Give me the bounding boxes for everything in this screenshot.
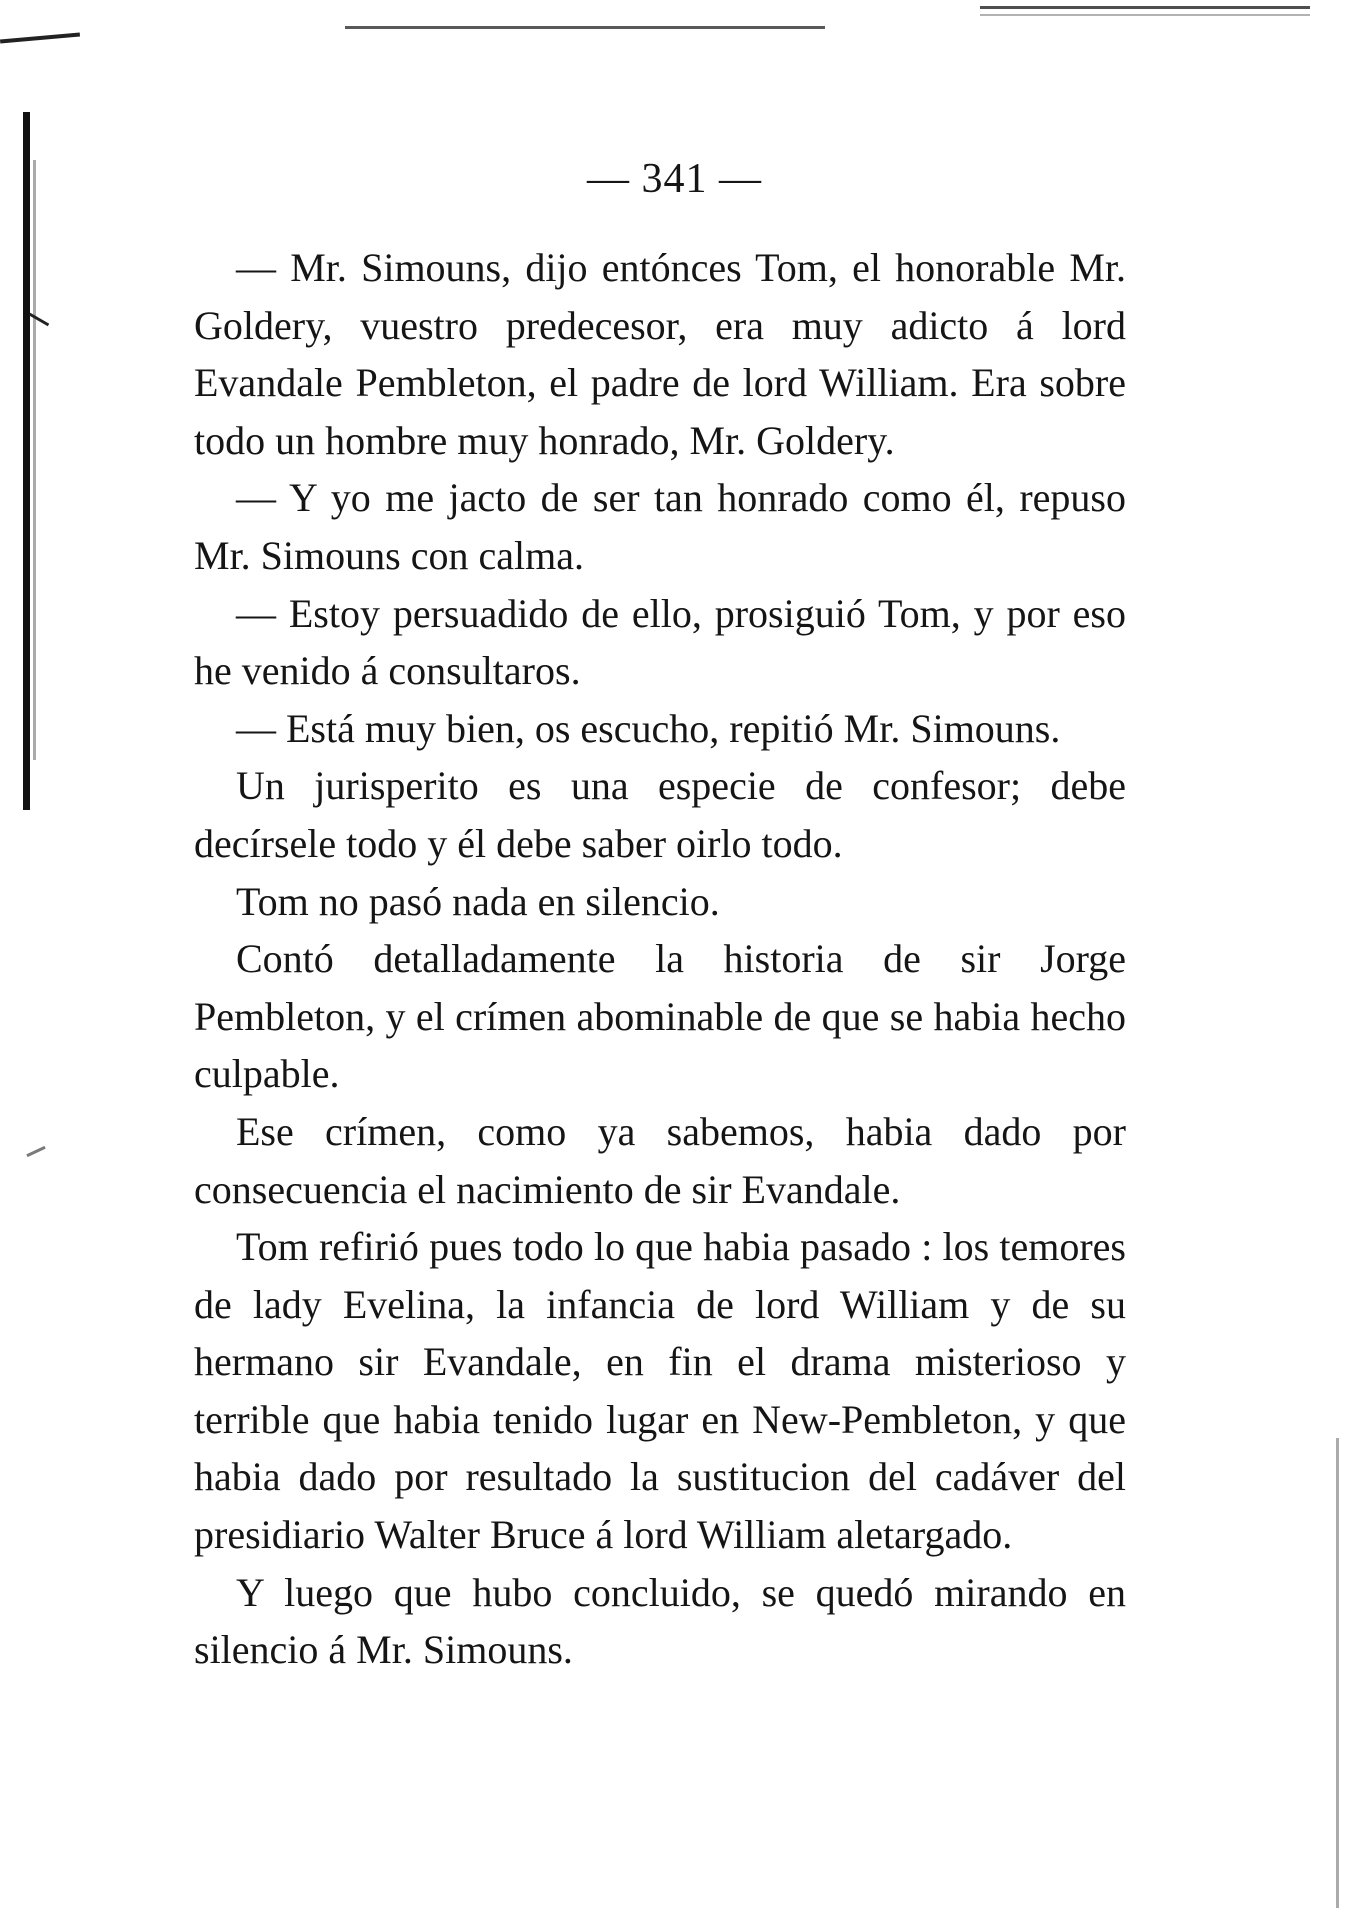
paragraph: — Estoy persuadido de ello, prosiguió Tom, y por eso he venido á consultaros.	[194, 590, 1126, 694]
paragraph: — Está muy bien, os escucho, repitió Mr. Simouns.	[236, 705, 1061, 751]
scan-artifact-mark	[29, 313, 50, 327]
paragraph: — Y yo me jacto de ser tan honrado como él, repuso Mr. Simouns con calma.	[194, 475, 1126, 578]
paragraph: Tom no pasó nada en silencio.	[236, 878, 720, 924]
scan-artifact-top-right-rule-faint	[980, 14, 1310, 16]
paragraph: Contó detalladamente la historia de sir Jorge Pembleton, y el crímen abominable de que se habia hecho culpable.	[194, 936, 1126, 1097]
scan-artifact-top-right-rule	[980, 6, 1310, 9]
body-text	[194, 239, 1126, 1679]
paragraph: Tom refirió pues todo lo que habia pasado : los temores de lady Evelina, la infancia de lord William y de su hermano sir Evandale, en fin el drama misterioso y terrible que habia tenido lugar en New-Pembleton, y que habia dado por resultado la sustitucion del cadáver del presidiario Walter Bruce á lord William aletargado.	[194, 1224, 1126, 1558]
scan-artifact-right-edge	[1336, 1438, 1339, 1908]
scan-artifact-binding-shadow	[33, 160, 36, 760]
scan-artifact-corner-mark	[0, 33, 80, 44]
paragraph: Ese crímen, como ya sabemos, habia dado por consecuencia el nacimiento de sir Evandale.	[194, 1108, 1126, 1212]
paragraph: Un jurisperito es una especie de confesor; debe decírsele todo y él debe saber oirlo todo.	[194, 763, 1126, 866]
scan-artifact-top-rule	[345, 26, 825, 29]
page-number: — 341 —	[587, 156, 762, 202]
paragraph: — Mr. Simouns, dijo entónces Tom, el honorable Mr. Goldery, vuestro predecesor, era muy adicto á lord Evandale Pembleton, el padre de lord William. Era sobre todo un hombre muy honrado, Mr. Goldery.	[194, 245, 1126, 463]
scan-artifact-mark	[26, 1146, 45, 1157]
paragraph: Y luego que hubo concluido, se quedó mirando en silencio á Mr. Simouns.	[194, 1569, 1126, 1673]
scan-artifact-binding-edge	[23, 112, 30, 810]
